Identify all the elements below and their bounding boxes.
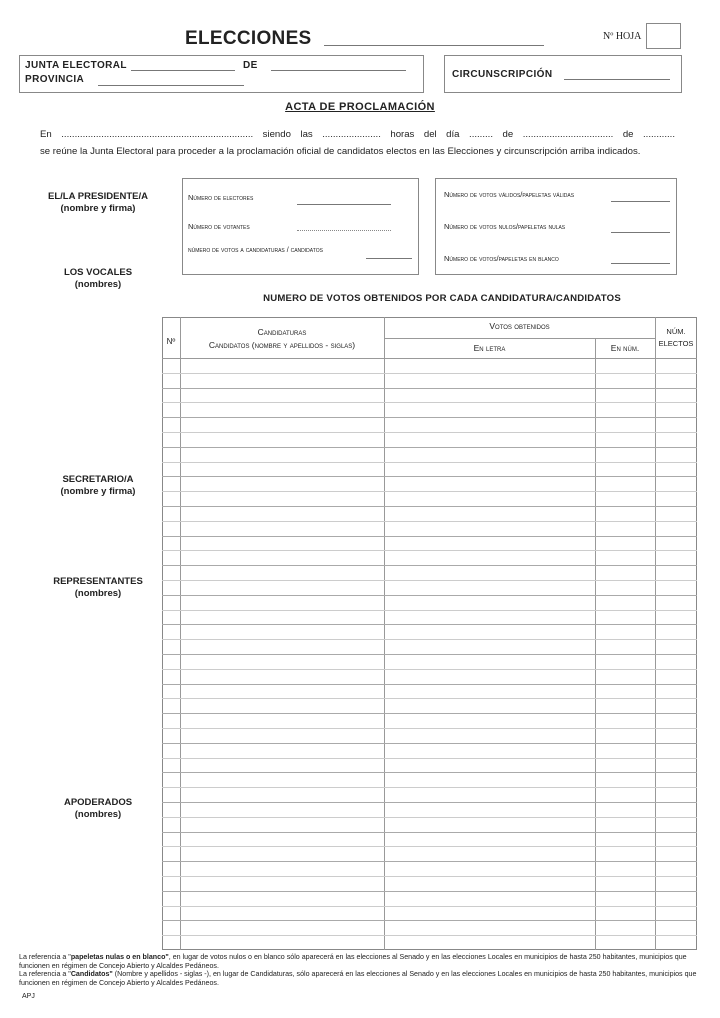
validos-field[interactable] bbox=[611, 201, 670, 202]
col-num-header: En núm. bbox=[610, 343, 640, 353]
nulos-label: Número de votos nulos/papeletas nulas bbox=[444, 222, 566, 231]
table-row[interactable] bbox=[162, 654, 697, 655]
table-row[interactable] bbox=[162, 772, 697, 773]
table-row[interactable] bbox=[162, 832, 697, 833]
table-row[interactable] bbox=[162, 639, 697, 640]
circunscripcion-label: CIRCUNSCRIPCIÓN bbox=[452, 69, 553, 80]
table-row[interactable] bbox=[162, 610, 697, 611]
de-label: DE bbox=[243, 60, 258, 71]
table-row[interactable] bbox=[162, 373, 697, 374]
hoja-number-field[interactable] bbox=[646, 23, 681, 49]
table-row[interactable] bbox=[162, 920, 697, 921]
election-type-field[interactable] bbox=[324, 45, 544, 46]
presidente-label: EL/LA PRESIDENTE/A (nombre y firma) bbox=[48, 191, 148, 214]
table-row[interactable] bbox=[162, 550, 697, 551]
acta-title: ACTA DE PROCLAMACIÓN bbox=[285, 101, 435, 113]
table-row[interactable] bbox=[162, 876, 697, 877]
table-row[interactable] bbox=[162, 402, 697, 403]
secretario-label: SECRETARIO/A (nombre y firma) bbox=[60, 474, 136, 497]
table-row[interactable] bbox=[162, 728, 697, 729]
validos-label: Número de votos válidos/papeletas válidas bbox=[444, 190, 575, 199]
blanco-label: Número de votos/papeletas en blanco bbox=[444, 254, 559, 263]
footnote-1: La referencia a "papeletas nulas o en blanco", en lugar de votos nulos o en blanco sólo aparecerá en las elecciones al Senado y en las elecciones Locales en municipios de hasta 250 habitantes, municipios que funcionen en régimen de Concejo Abierto y Alcaldes Pedáneos. bbox=[19, 953, 687, 970]
apoderados-label: APODERADOS (nombres) bbox=[63, 797, 133, 820]
table-row[interactable] bbox=[162, 432, 697, 433]
col-candidatos-header: Candidatos (nombre y apellidos - siglas) bbox=[208, 340, 356, 350]
table-title: NUMERO DE VOTOS OBTENIDOS POR CADA CANDIDATURA/CANDIDATOS bbox=[263, 293, 621, 304]
table-row[interactable] bbox=[162, 476, 697, 477]
table-row[interactable] bbox=[162, 906, 697, 907]
table-row[interactable] bbox=[162, 462, 697, 463]
elections-title: ELECCIONES bbox=[185, 28, 312, 49]
table-row[interactable] bbox=[162, 595, 697, 596]
electores-label: Número de electores bbox=[188, 193, 254, 202]
col-votos-header: Votos obtenidos bbox=[489, 321, 550, 331]
table-row[interactable] bbox=[162, 521, 697, 522]
votos-candidaturas-label: número de votos a candidaturas / candidatos bbox=[188, 247, 323, 254]
table-row[interactable] bbox=[162, 447, 697, 448]
hoja-label: Nº HOJA bbox=[603, 31, 642, 42]
votantes-field[interactable] bbox=[297, 230, 391, 231]
form-code: APJ bbox=[22, 993, 35, 1000]
junta-label: JUNTA ELECTORAL bbox=[25, 60, 127, 71]
table-row[interactable] bbox=[162, 536, 697, 537]
table-row[interactable] bbox=[162, 388, 697, 389]
table-row[interactable] bbox=[162, 684, 697, 685]
table-row[interactable] bbox=[162, 565, 697, 566]
table-row[interactable] bbox=[162, 935, 697, 936]
votos-candidaturas-field[interactable] bbox=[366, 258, 412, 259]
table-row[interactable] bbox=[162, 417, 697, 418]
col-number-header: Nº bbox=[166, 337, 176, 346]
table-row[interactable] bbox=[162, 758, 697, 759]
de-field[interactable] bbox=[271, 70, 406, 71]
vocales-label: LOS VOCALES (nombres) bbox=[63, 267, 133, 290]
table-row[interactable] bbox=[162, 743, 697, 744]
table-row[interactable] bbox=[162, 580, 697, 581]
blanco-field[interactable] bbox=[611, 263, 670, 264]
votantes-label: Número de votantes bbox=[188, 222, 250, 231]
table-row[interactable] bbox=[162, 846, 697, 847]
footnote-2: La referencia a "Candidatos" (Nombre y apellidos - siglas -), en lugar de Candidaturas, sólo aparecerá en las elecciones al Senado y en las elecciones Locales en municipios de hasta 250 habitantes, municipios que funcionen en régimen de Concejo Abierto y Alcaldes Pedáneos. bbox=[19, 970, 697, 987]
intro-line-1: En ........................................................................ siendo las ...................... horas del día ......... de .................................. de ............ bbox=[40, 129, 675, 140]
col-candidaturas-header: Candidaturas bbox=[257, 327, 307, 337]
provincia-label: PROVINCIA bbox=[25, 74, 85, 85]
nulos-field[interactable] bbox=[611, 232, 670, 233]
representantes-label: REPRESENTANTES (nombres) bbox=[53, 576, 143, 599]
table-row[interactable] bbox=[162, 787, 697, 788]
provincia-field[interactable] bbox=[98, 85, 244, 86]
intro-line-2: se reúne la Junta Electoral para proceder a la proclamación oficial de candidatos electos en las Elecciones y circunscripción arriba indicados. bbox=[40, 146, 641, 157]
col-electos-header-1: NÚM. bbox=[666, 327, 686, 336]
col-electos-header-2: ELECTOS bbox=[658, 339, 694, 348]
table-row[interactable] bbox=[162, 802, 697, 803]
junta-field[interactable] bbox=[131, 70, 235, 71]
votes-table bbox=[162, 317, 697, 950]
table-row[interactable] bbox=[162, 698, 697, 699]
electores-field[interactable] bbox=[297, 204, 391, 205]
table-row[interactable] bbox=[162, 861, 697, 862]
table-row[interactable] bbox=[162, 817, 697, 818]
table-row[interactable] bbox=[162, 669, 697, 670]
table-row[interactable] bbox=[162, 506, 697, 507]
table-row[interactable] bbox=[162, 891, 697, 892]
table-row[interactable] bbox=[162, 713, 697, 714]
table-row[interactable] bbox=[162, 624, 697, 625]
circunscripcion-field[interactable] bbox=[564, 79, 670, 80]
col-letra-header: En letra bbox=[473, 343, 506, 353]
table-row[interactable] bbox=[162, 491, 697, 492]
